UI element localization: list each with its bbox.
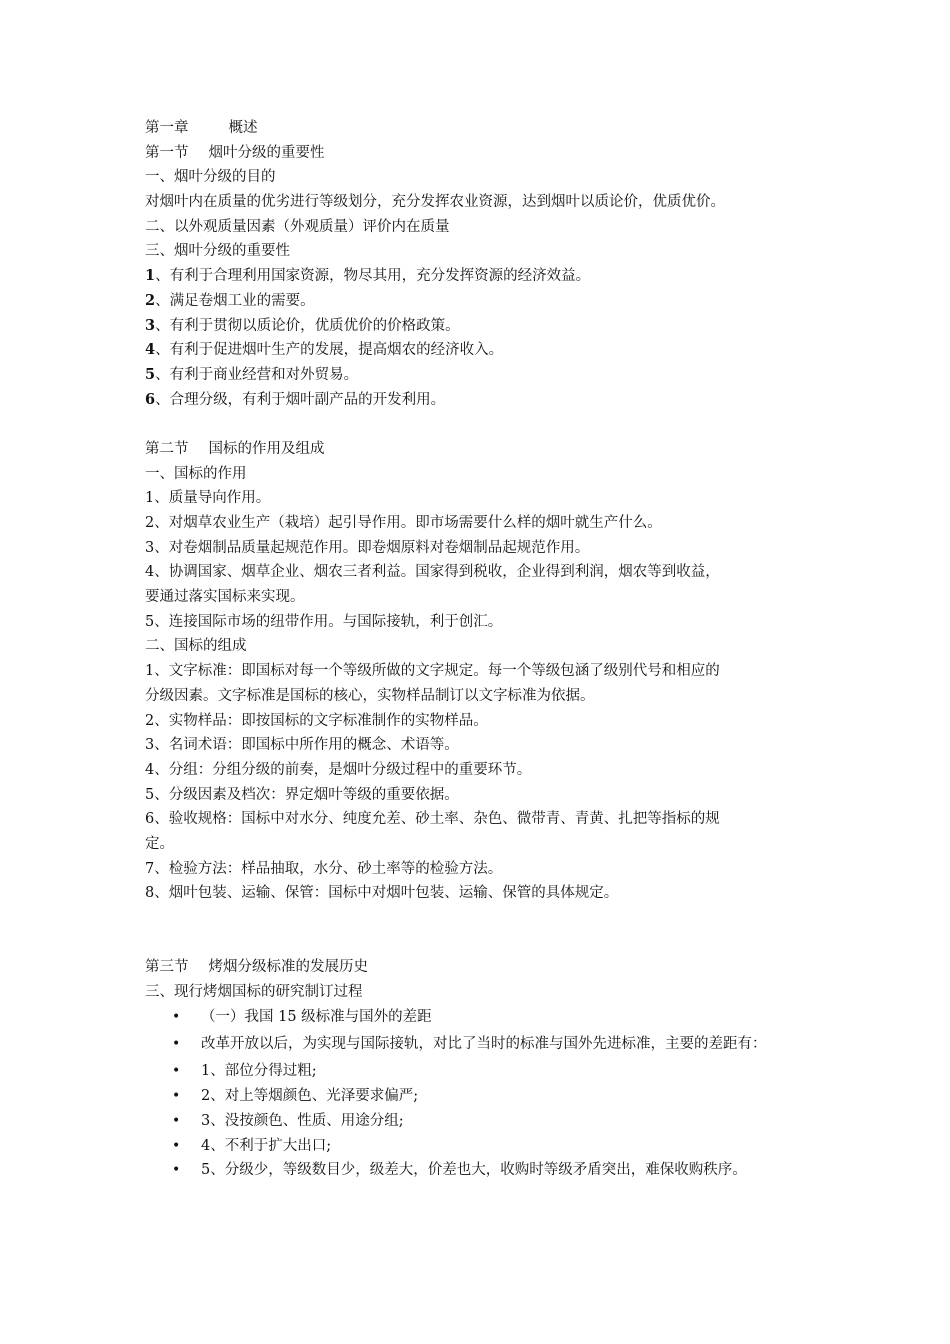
section1-label: 第一节 [145,144,189,161]
composition-item: 7、检验方法：样品抽取，水分、砂土率等的检验方法。 [145,860,503,877]
section2-role-heading: 一、国标的作用 [145,465,247,482]
item-text: 、有利于促进烟叶生产的发展，提高烟农的经济收入。 [155,342,504,359]
section2-label: 第二节 [145,440,189,457]
document-body [145,116,815,1183]
item-text: 、有利于合理利用国家资源，物尽其用，充分发挥资源的经济效益。 [155,268,591,285]
importance-item [145,289,815,314]
section3-title: 烤烟分级标准的发展历史 [208,959,368,976]
section1-heading3: 三、烟叶分级的重要性 [145,243,290,260]
bullet-icon: • [172,1112,181,1129]
section2-title: 国标的作用及组成 [208,440,325,457]
composition-item-continued: 定。 [145,835,174,852]
item-number: 3 [145,316,156,334]
bullet-item [145,1029,815,1059]
role-item: 5、连接国际市场的纽带作用。与国际接轨，利于创汇。 [145,613,503,630]
bullet-item [145,1134,815,1159]
bullet-icon: • [172,1137,181,1154]
section1-title: 烟叶分级的重要性 [208,144,325,161]
chapter-label: 第一章 [145,120,189,136]
importance-item [145,338,815,363]
bullet-item [145,1059,815,1084]
importance-item [145,264,815,289]
section1-purpose-text: 对烟叶内在质量的优劣进行等级划分，充分发挥农业资源，达到烟叶以质论价，优质优价。 [145,194,725,211]
bullet-icon: • [172,1088,181,1105]
role-item: 2、对烟草农业生产（栽培）起引导作用。即市场需要什么样的烟叶就生产什么。 [145,515,662,531]
bullet-icon: • [172,1162,181,1179]
section3-heading [145,955,815,980]
item-number: 4 [145,341,156,359]
role-item: 4、协调国家、烟草企业、烟农三者利益。国家得到税收，企业得到利润，烟农等到收益， [145,564,720,581]
bullet-text: 2、对上等烟颜色、光泽要求偏严; [201,1088,419,1105]
bullet-item [145,1005,815,1030]
item-number: 6 [145,390,156,408]
bullet-text: 4、不利于扩大出口; [201,1137,332,1154]
role-item: 3、对卷烟制品质量起规范作用。即卷烟原料对卷烟制品起规范作用。 [145,539,590,556]
bullet-item [145,1158,815,1183]
importance-item [145,388,815,413]
section3-label: 第三节 [145,959,189,976]
bullet-icon: • [172,1063,181,1080]
item-number: 2 [145,291,156,309]
bullet-item [145,1109,815,1134]
importance-item [145,314,815,339]
composition-item: 2、实物样品：即按国标的文字标准制作的实物样品。 [145,712,488,729]
composition-item-continued: 分级因素。文字标准是国标的核心，实物样品制订以文字标准为依据。 [145,687,595,704]
bullet-text: 3、没按颜色、性质、用途分组; [201,1112,404,1129]
bullet-text: 5、分级少，等级数目少，级差大，价差也大，收购时等级矛盾突出，难保收购秩序。 [201,1162,747,1179]
item-text: 、有利于商业经营和对外贸易。 [155,366,359,383]
section1-heading2: 二、以外观质量因素（外观质量）评价内在质量 [145,218,450,235]
bullet-icon: • [172,1008,181,1025]
importance-item [145,363,815,388]
section3-subheading: 三、现行烤烟国标的研究制订过程 [145,984,363,1001]
section2-composition-heading: 二、国标的组成 [145,638,247,655]
section1-purpose-heading: 一、烟叶分级的目的 [145,169,276,186]
composition-item: 6、验收规格：国标中对水分、纯度允差、砂土率、杂色、微带青、青黄、扎把等指标的规 [145,811,720,828]
role-item-continued: 要通过落实国标来实现。 [145,589,305,606]
item-text: 、有利于贯彻以质论价，优质优价的价格政策。 [155,317,460,334]
item-text: 、合理分级，有利于烟叶副产品的开发利用。 [155,391,446,408]
composition-item: 4、分组：分组分级的前奏，是烟叶分级过程中的重要环节。 [145,761,532,778]
item-number: 5 [145,365,156,383]
bullet-item [145,1084,815,1109]
bullet-icon: • [172,1036,181,1053]
item-text: 、满足卷烟工业的需要。 [155,292,315,309]
composition-item: 5、分级因素及档次：界定烟叶等级的重要依据。 [145,786,459,803]
item-number: 1 [145,267,156,285]
composition-item: 8、烟叶包装、运输、保管：国标中对烟叶包装、运输、保管的具体规定。 [145,885,619,902]
composition-item: 3、名词术语：即国标中所作用的概念、术语等。 [145,737,459,754]
chapter-title: 概述 [228,120,258,136]
spacer [145,412,815,437]
section1-heading [145,141,815,166]
bullet-list [145,1005,815,1183]
bullet-text: 改革开放以后，为实现与国际接轨，对比了当时的标准与国外先进标准，主要的差距有： [201,1036,767,1053]
bullet-text: （一）我国 15 级标准与国外的差距 [201,1008,432,1025]
bullet-text: 1、部位分得过粗; [201,1063,317,1080]
chapter-heading [145,116,815,141]
section2-heading [145,437,815,462]
role-item: 1、质量导向作用。 [145,490,271,507]
spacer [145,906,815,955]
composition-item: 1、文字标准：即国标对每一个等级所做的文字规定。每一个等级包涵了级别代号和相应的 [145,663,720,680]
